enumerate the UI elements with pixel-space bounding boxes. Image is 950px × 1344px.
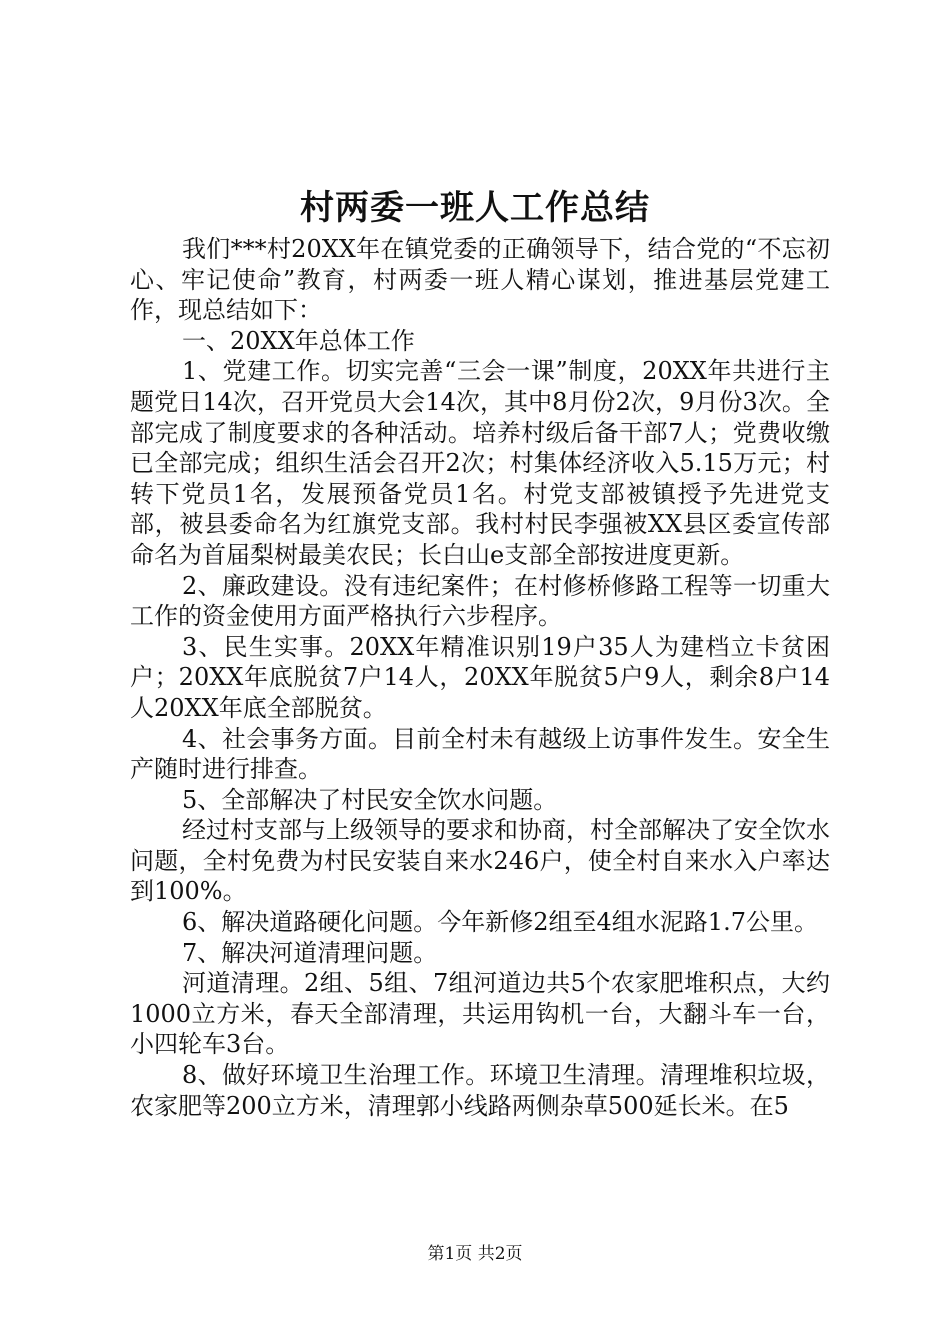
paragraph-river-cleaning: 河道清理。2组、5组、7组河道边共5个农家肥堆积点，大约1000立方米，春天全部清理，共运用钩机一台，大翻斗车一台，小四轮车3台。 [130,969,830,1059]
paragraph-intro: 我们***村20XX年在镇党委的正确领导下，结合党的“不忘初心、牢记使命”教育，村两委一班人精心谋划，推进基层党建工作，现总结如下： [130,235,830,325]
paragraph-livelihood: 3、民生实事。20XX年精准识别19户35人为建档立卡贫困户；20XX年底脱贫7户14人，20XX年脱贫5户9人，剩余8户14人20XX年底全部脱贫。 [130,632,830,722]
paragraph-drinking-water: 经过村支部与上级领导的要求和协商，村全部解决了安全饮水问题，全村免费为村民安装自来水246户，使全村自来水入户率达到100%。 [130,816,830,906]
paragraph-integrity: 2、廉政建设。没有违纪案件；在村修桥修路工程等一切重大工作的资金使用方面严格执行六步程序。 [130,571,830,631]
paragraph-sanitation: 8、做好环境卫生治理工作。环境卫生清理。清理堆积垃圾，农家肥等200立方米，清理郭小线路两侧杂草500延长米。在5 [130,1061,830,1120]
document-body [130,234,830,1121]
paragraph-party-building: 1、党建工作。切实完善“三会一课”制度，20XX年共进行主题党日14次，召开党员大会14次，其中8月份2次，9月份3次。全部完成了制度要求的各种活动。培养村级后备干部7人；党费收缴已全部完成；组织生活会召开2次；村集体经济收入5.15万元；村转下党员1名，发展预备党员1名。村党支部被镇授予先进党支部，被县委命名为红旗党支部。我村村民李强被XX县区委宣传部命名为首届梨树最美农民；长白山e支部全部按进度更新。 [130,357,830,569]
section-heading-overall: 一、20XX年总体工作 [182,326,415,355]
paragraph-road-hardening: 6、解决道路硬化问题。今年新修2组至4组水泥路1.7公里。 [182,908,818,937]
paragraph-river-heading: 7、解决河道清理问题。 [182,938,438,967]
paragraph-drinking-water-heading: 5、全部解决了村民安全饮水问题。 [182,785,558,814]
paragraph-social-affairs: 4、社会事务方面。目前全村未有越级上访事件发生。安全生产随时进行排查。 [130,724,830,784]
document-title: 村两委一班人工作总结 [300,188,650,228]
page-number-footer: 第1页 共2页 [427,1244,523,1264]
